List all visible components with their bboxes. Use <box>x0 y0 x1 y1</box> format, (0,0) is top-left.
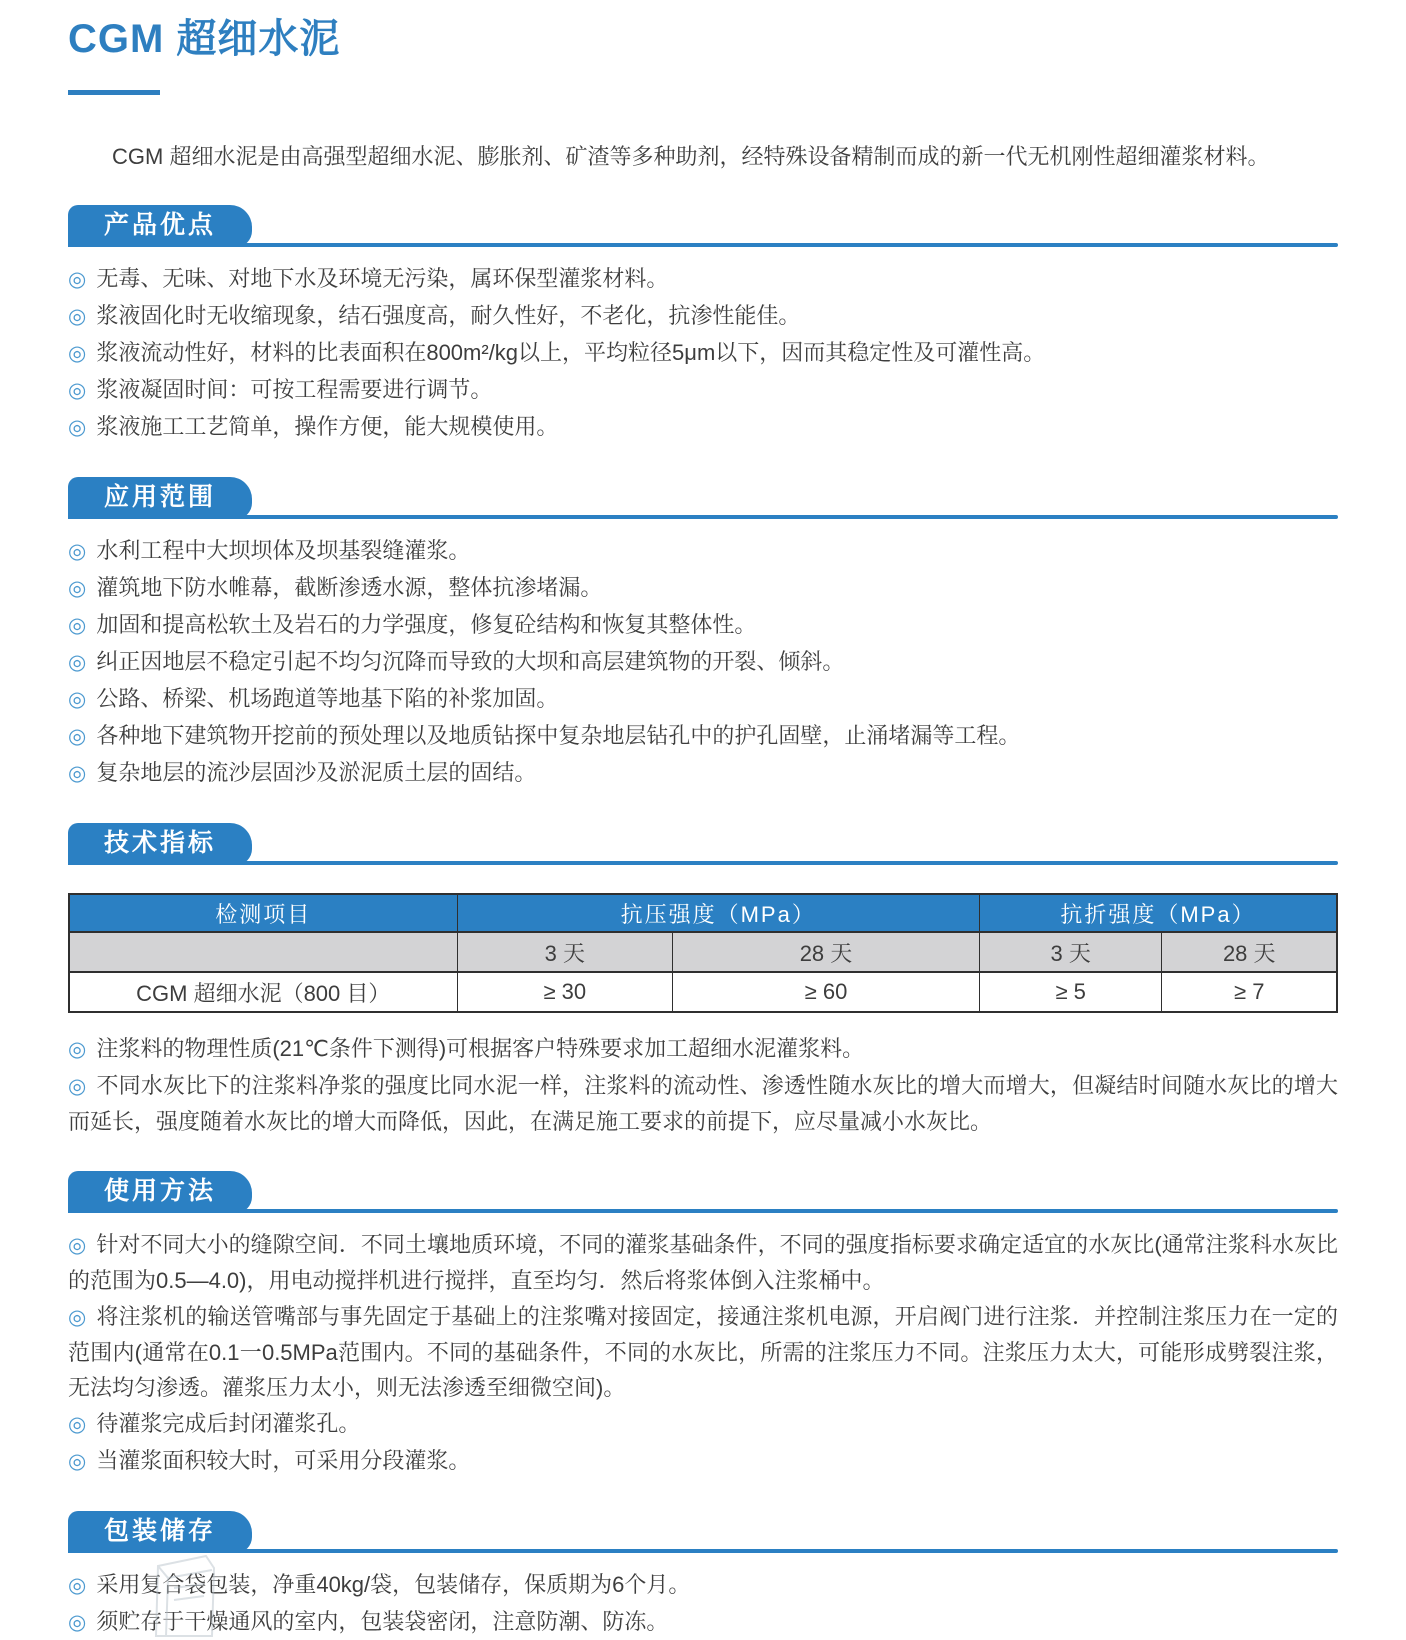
ring-bullet-icon: ◎ <box>68 1074 87 1098</box>
section-rule <box>68 243 1338 247</box>
ring-bullet-icon: ◎ <box>68 539 87 563</box>
list-item-text: 各种地下建筑物开挖前的预处理以及地质钻探中复杂地层钻孔中的护孔固壁，止涌堵漏等工程。 <box>96 723 1021 748</box>
list-item-text: 当灌浆面积较大时，可采用分段灌浆。 <box>96 1448 471 1473</box>
ring-bullet-icon: ◎ <box>68 1305 87 1329</box>
section-tab-technical: 技术指标 <box>68 823 252 865</box>
list-item-text: 采用复合袋包装，净重40kg/袋，包装储存，保质期为6个月。 <box>96 1572 691 1597</box>
subheader-28d: 28 天 <box>1162 932 1337 972</box>
list-item <box>68 607 1338 643</box>
ring-bullet-icon: ◎ <box>68 576 87 600</box>
section-tab-packaging: 包装储存 <box>68 1511 252 1553</box>
section-tab-advantages: 产品优点 <box>68 205 252 247</box>
list-item <box>68 755 1338 791</box>
packaging-list <box>68 1567 1338 1640</box>
ring-bullet-icon: ◎ <box>68 613 87 637</box>
list-item-text: 复杂地层的流沙层固沙及淤泥质土层的固结。 <box>96 760 537 785</box>
ring-bullet-icon: ◎ <box>68 761 87 785</box>
technical-spec-table <box>68 893 1338 1013</box>
ring-bullet-icon: ◎ <box>68 1449 87 1473</box>
list-item-text: 将注浆机的输送管嘴部与事先固定于基础上的注浆嘴对接固定，接通注浆机电源，开启阀门进行注浆．并控制注浆压力在一定的范围内(通常在0.1一0.5MPa范围内。不同的基础条件，不同的水灰比，所需的注浆压力不同。注浆压力太大，可能形成劈裂注浆，无法均匀渗透。灌浆压力太小，则无法渗透至细微空间)。 <box>68 1304 1338 1400</box>
list-item-text: 浆液流动性好，材料的比表面积在800m²/kg以上，平均粒径5μm以下，因而其稳定性及可灌性高。 <box>96 340 1046 365</box>
section-rule <box>68 1209 1338 1213</box>
subheader-empty <box>69 932 457 972</box>
list-item <box>68 644 1338 680</box>
list-item <box>68 261 1338 297</box>
list-item <box>68 1567 1338 1603</box>
note-text: 不同水灰比下的注浆料净浆的强度比同水泥一样，注浆料的流动性、渗透性随水灰比的增大而增大，但凝结时间随水灰比的增大而延长，强度随着水灰比的增大而降低，因此，在满足施工要求的前提下，应尽量减小水灰比。 <box>68 1073 1338 1134</box>
ring-bullet-icon: ◎ <box>68 724 87 748</box>
table-header-row <box>69 894 1337 932</box>
header-test-item: 检测项目 <box>69 894 457 932</box>
list-item <box>68 298 1338 334</box>
page-title: CGM 超细水泥 <box>68 17 341 61</box>
list-item <box>68 1227 1338 1298</box>
applications-list <box>68 533 1338 791</box>
ring-bullet-icon: ◎ <box>68 1412 87 1436</box>
value-cell: ≥ 30 <box>457 972 673 1012</box>
cement-bag-watermark-image <box>128 1548 248 1638</box>
list-item <box>68 335 1338 371</box>
list-item <box>68 718 1338 754</box>
ring-bullet-icon: ◎ <box>68 304 87 328</box>
section-header-advantages <box>68 205 1338 247</box>
subheader-28d: 28 天 <box>673 932 980 972</box>
note-item <box>68 1031 1338 1067</box>
ring-bullet-icon: ◎ <box>68 650 87 674</box>
value-cell: ≥ 7 <box>1162 972 1337 1012</box>
header-compressive-strength: 抗压强度（MPa） <box>457 894 979 932</box>
value-cell: ≥ 60 <box>673 972 980 1012</box>
note-item <box>68 1068 1338 1139</box>
list-item-text: 灌筑地下防水帷幕，截断渗透水源，整体抗渗堵漏。 <box>96 575 603 600</box>
section-header-usage <box>68 1171 1338 1213</box>
section-rule <box>68 861 1338 865</box>
list-item <box>68 1406 1338 1442</box>
list-item-text: 公路、桥梁、机场跑道等地基下陷的补浆加固。 <box>96 686 559 711</box>
row-label: CGM 超细水泥（800 目） <box>69 972 457 1012</box>
list-item-text: 水利工程中大坝坝体及坝基裂缝灌浆。 <box>96 538 471 563</box>
list-item-text: 无毒、无味、对地下水及环境无污染，属环保型灌浆材料。 <box>96 266 669 291</box>
title-underline <box>68 90 160 95</box>
ring-bullet-icon: ◎ <box>68 1233 87 1257</box>
ring-bullet-icon: ◎ <box>68 1037 87 1061</box>
list-item-text: 加固和提高松软土及岩石的力学强度，修复砼结构和恢复其整体性。 <box>96 612 757 637</box>
section-header-technical <box>68 823 1338 865</box>
value-cell: ≥ 5 <box>979 972 1162 1012</box>
list-item-text: 浆液凝固时间：可按工程需要进行调节。 <box>96 377 493 402</box>
list-item <box>68 1443 1338 1479</box>
note-text: 注浆料的物理性质(21℃条件下测得)可根据客户特殊要求加工超细水泥灌浆料。 <box>96 1036 865 1061</box>
list-item <box>68 1299 1338 1405</box>
list-item-text: 浆液施工工艺简单，操作方便，能大规模使用。 <box>96 414 559 439</box>
ring-bullet-icon: ◎ <box>68 687 87 711</box>
usage-list <box>68 1227 1338 1479</box>
section-header-applications <box>68 477 1338 519</box>
section-rule <box>68 1549 1338 1553</box>
intro-paragraph: CGM 超细水泥是由高强型超细水泥、膨胀剂、矿渣等多种助剂，经特殊设备精制而成的新一代无机刚性超细灌浆材料。 <box>112 144 1270 169</box>
list-item <box>68 409 1338 445</box>
list-item <box>68 1604 1338 1640</box>
section-header-packaging <box>68 1511 1338 1553</box>
section-tab-usage: 使用方法 <box>68 1171 252 1213</box>
section-tab-applications: 应用范围 <box>68 477 252 519</box>
subheader-3d: 3 天 <box>979 932 1162 972</box>
list-item-text: 待灌浆完成后封闭灌浆孔。 <box>96 1411 361 1436</box>
list-item-text: 针对不同大小的缝隙空间．不同土壤地质环境，不同的灌浆基础条件，不同的强度指标要求确定适宜的水灰比(通常注浆科水灰比的范围为0.5—4.0)，用电动搅拌机进行搅拌，直至均匀．然后将浆体倒入注浆桶中。 <box>68 1232 1338 1293</box>
content-column <box>68 14 1338 1640</box>
subheader-3d: 3 天 <box>457 932 673 972</box>
list-item-text: 浆液固化时无收缩现象，结石强度高，耐久性好，不老化，抗渗性能佳。 <box>96 303 801 328</box>
technical-notes <box>68 1031 1338 1139</box>
ring-bullet-icon: ◎ <box>68 267 87 291</box>
table-subheader-row <box>69 932 1337 972</box>
section-rule <box>68 515 1338 519</box>
header-flexural-strength: 抗折强度（MPa） <box>979 894 1337 932</box>
list-item-text: 须贮存于干燥通风的室内，包装袋密闭，注意防潮、防冻。 <box>96 1609 669 1634</box>
ring-bullet-icon: ◎ <box>68 1610 87 1634</box>
list-item-text: 纠正因地层不稳定引起不均匀沉降而导致的大坝和高层建筑物的开裂、倾斜。 <box>96 649 845 674</box>
ring-bullet-icon: ◎ <box>68 378 87 402</box>
advantages-list <box>68 261 1338 445</box>
table-row <box>69 972 1337 1012</box>
ring-bullet-icon: ◎ <box>68 1573 87 1597</box>
ring-bullet-icon: ◎ <box>68 341 87 365</box>
list-item <box>68 533 1338 569</box>
list-item <box>68 372 1338 408</box>
list-item <box>68 570 1338 606</box>
list-item <box>68 681 1338 717</box>
ring-bullet-icon: ◎ <box>68 415 87 439</box>
